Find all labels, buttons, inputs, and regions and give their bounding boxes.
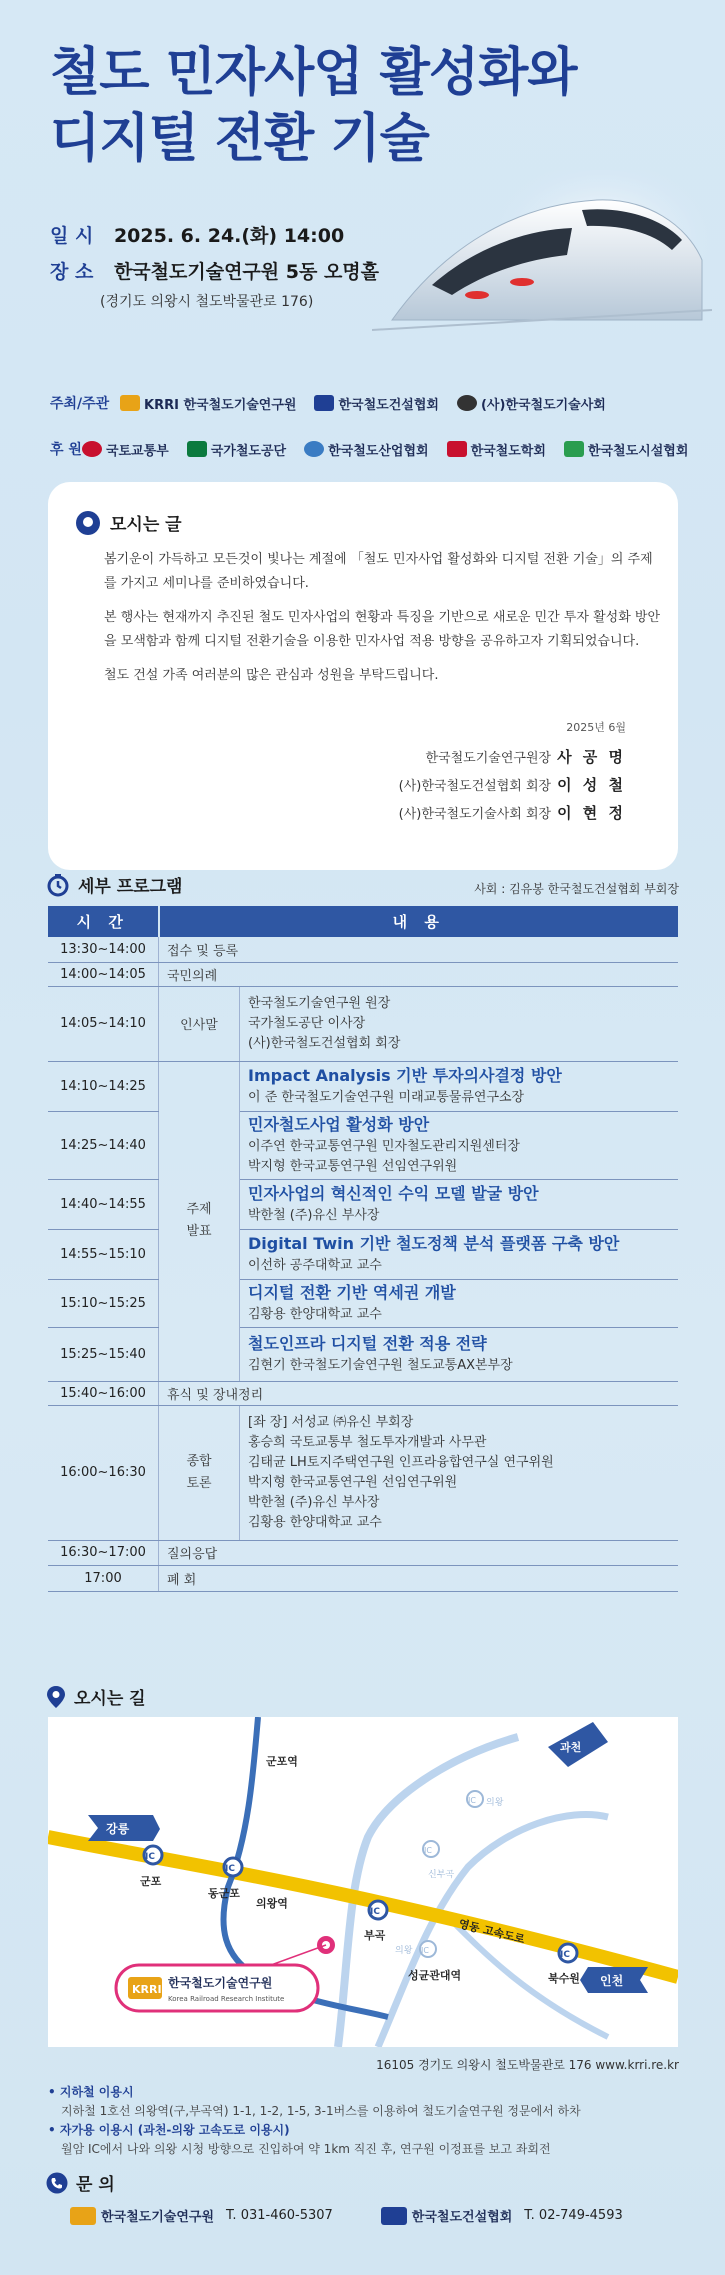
krri-logo-icon: [120, 395, 140, 411]
sponsor-logo: 한국철도산업협회: [304, 440, 428, 459]
host-logo: KRRI 한국철도기술연구원: [120, 394, 296, 413]
host-label: 주최/주관: [50, 396, 110, 412]
contact-org-krca: 한국철도건설협회: [381, 2206, 512, 2225]
krca-logo-icon: [381, 2207, 407, 2225]
col-time: 시 간: [48, 906, 159, 937]
contact-info: [70, 2206, 690, 2225]
table-row: 14:40~14:55 민자사업의 혁신적인 수익 모델 발굴 방안 박한철 (주)유신 부사장: [48, 1179, 678, 1229]
map-pin-icon: [46, 1685, 66, 1709]
krri-logo-icon: [70, 2207, 96, 2225]
svg-text:의왕: 의왕: [395, 1946, 413, 1956]
molit-logo-icon: [82, 441, 102, 457]
table-row: 16:30~17:00 질의응답: [48, 1540, 678, 1565]
organizers: [50, 380, 700, 472]
host-logo: (사)한국철도기술사회: [457, 394, 606, 413]
signature: (사)한국철도건설협회 회장 이 성 철: [398, 776, 626, 794]
car-heading: • 자가용 이용시 (과천-의왕 고속도로 이용시): [48, 2123, 290, 2137]
greeting-body: [104, 548, 664, 698]
krri-logo-icon: KRRI: [132, 1983, 162, 1996]
table-row: 13:30~14:00 접수 및 등록: [48, 937, 678, 962]
event-info: [50, 218, 379, 316]
ksr-logo-icon: [447, 441, 467, 457]
svg-text:부곡: 부곡: [364, 1929, 386, 1942]
venue-value: 한국철도기술연구원 5동 오명홀: [113, 261, 380, 283]
contact-phone-krca: T. 02-749-4593: [524, 2208, 623, 2223]
venue-row: [50, 254, 379, 290]
title-line-2: 디지털 전환 기술: [50, 109, 429, 169]
date-row: [50, 218, 379, 254]
svg-text:영동 고속도로: 영동 고속도로: [457, 1917, 527, 1947]
col-content: 내 용: [159, 906, 679, 937]
table-row: 15:10~15:25 디지털 전환 기반 역세권 개발 김황용 한양대학교 교수: [48, 1279, 678, 1327]
svg-text:군포역: 군포역: [266, 1755, 298, 1768]
sponsor-logo: 한국철도학회: [447, 440, 546, 459]
sponsor-logo: 한국철도시설협회: [564, 440, 688, 459]
table-row: 14:00~14:05 국민의례: [48, 962, 678, 986]
greeting-date: 2025년 6월: [566, 721, 626, 734]
phone-icon: [46, 2172, 68, 2194]
sponsor-logo: 국가철도공단: [187, 440, 286, 459]
emcee: 사회 : 김유봉 한국철도건설협회 부회장: [474, 882, 679, 896]
svg-text:IC: IC: [468, 1796, 476, 1805]
svg-text:한국철도기술연구원: 한국철도기술연구원: [168, 1976, 273, 1990]
krfa-logo-icon: [564, 441, 584, 457]
date-label: 일 시: [50, 225, 94, 247]
host-row: [50, 380, 700, 426]
map-address: 16105 경기도 의왕시 철도박물관로 176 www.krri.re.kr: [376, 2058, 679, 2072]
sponsor-label: 후 원: [50, 442, 82, 458]
krca-logo-icon: [314, 395, 334, 411]
table-row: 15:25~15:40 철도인프라 디지털 전환 적용 전략 김현기 한국철도기술연구원 철도교통AX본부장: [48, 1327, 678, 1381]
subway-heading: • 지하철 이용시: [48, 2085, 134, 2099]
sponsor-logo: 국토교통부: [82, 440, 169, 459]
signatures: [399, 744, 626, 828]
svg-text:군포: 군포: [140, 1875, 162, 1888]
directions-heading: 오시는 길: [46, 1684, 146, 1709]
contact-org-krri: 한국철도기술연구원: [70, 2206, 214, 2225]
event-title: [50, 40, 577, 172]
greeting-heading: 모시는 글: [76, 510, 182, 535]
svg-text:Korea Railroad Research Instit: Korea Railroad Research Institute: [168, 1995, 285, 2003]
date-value: 2025. 6. 24.(화) 14:00: [113, 225, 345, 247]
svg-text:IC: IC: [145, 1852, 155, 1862]
svg-text:의왕역: 의왕역: [256, 1897, 288, 1910]
map-label-gangneung: 강릉: [106, 1822, 130, 1836]
transit-info: [48, 2083, 688, 2159]
svg-text:IC: IC: [370, 1907, 380, 1917]
greeting-card: [48, 482, 678, 870]
svg-text:IC: IC: [421, 1946, 429, 1955]
subway-text: 지하철 1호선 의왕역(구,부곡역) 1-1, 1-2, 1-5, 3-1버스를 이용하여 철도기술연구원 정문에서 하차: [61, 2104, 581, 2118]
venue-label: 장 소: [50, 261, 94, 283]
kr-logo-icon: [187, 441, 207, 457]
map-label-incheon: 인천: [600, 1974, 624, 1988]
host-logo: 한국철도건설협회: [314, 394, 438, 413]
contact-phone-krri: T. 031-460-5307: [226, 2208, 333, 2223]
svg-text:IC: IC: [225, 1864, 235, 1874]
presentation-session-label: 주제 발표: [159, 1061, 240, 1381]
sponsor-row: [50, 426, 700, 472]
contact-heading: 문 의: [46, 2170, 115, 2195]
table-row: 16:00~16:30 종합 토론 [좌 장] 서성교 ㈜유신 부회장 홍승희 국토교통부 철도투자개발과 사무관 김태균 LH토지주택연구원 인프라융합연구실 연구위원 박지형 한국교통연구원 선임연구위원 박한철 (주)유신 부사장 김황용 한양대학교 교수: [48, 1405, 678, 1540]
svg-text:신부곡: 신부곡: [428, 1870, 455, 1880]
table-row: 15:40~16:00 휴식 및 장내정리: [48, 1381, 678, 1405]
train-illustration: [372, 170, 712, 340]
table-row: 17:00 폐 회: [48, 1565, 678, 1591]
greeting-paragraph: 봄기운이 가득하고 모든것이 빛나는 계절에 「철도 민자사업 활성화와 디지털 전환 기술」의 주제를 가지고 세미나를 준비하였습니다.: [104, 552, 653, 591]
table-row: 14:05~14:10 인사말 한국철도기술연구원 원장 국가철도공단 이사장 (사)한국철도건설협회 회장: [48, 986, 678, 1061]
car-text: 월암 IC에서 나와 의왕 시청 방향으로 진입하여 약 1km 직진 후, 연구원 이정표를 보고 좌회전: [61, 2142, 551, 2156]
program-heading: 세부 프로그램: [46, 872, 182, 897]
program-table: [48, 906, 678, 1592]
signature: (사)한국철도기술사회 회장 이 현 정: [398, 804, 626, 822]
venue-address: (경기도 의왕시 철도박물관로 176): [100, 294, 314, 310]
table-row: 14:10~14:25 주제 발표 Impact Analysis 기반 투자의사결정 방안 이 준 한국철도기술연구원 미래교통물류연구소장: [48, 1061, 678, 1111]
svg-text:의왕: 의왕: [486, 1798, 504, 1808]
title-line-1: 철도 민자사업 활성화와: [50, 43, 577, 103]
svg-text:성균관대역: 성균관대역: [408, 1969, 462, 1982]
people-icon: [76, 511, 100, 535]
greeting-paragraph: 철도 건설 가족 여러분의 많은 관심과 성원을 부탁드립니다.: [104, 668, 439, 683]
svg-text:IC: IC: [560, 1950, 570, 1960]
map-label-gwacheon: 과천: [560, 1741, 582, 1754]
table-row: 14:55~15:10 Digital Twin 기반 철도정책 분석 플랫폼 구축 방안 이선하 공주대학교 교수: [48, 1229, 678, 1279]
location-map: [48, 1717, 678, 2047]
signature: 한국철도기술연구원장 사 공 명: [425, 748, 626, 766]
table-header: [48, 906, 678, 937]
clock-icon: [46, 873, 70, 897]
society-logo-icon: [457, 395, 477, 411]
svg-text:북수원: 북수원: [548, 1972, 580, 1985]
greeting-paragraph: 본 행사는 현재까지 추진된 철도 민자사업의 현황과 특징을 기반으로 새로운 민간 투자 활성화 방안을 모색함과 함께 디지털 전환기술을 이용한 민자사업 적용 방향을 공유하고자 기획되었습니다.: [104, 610, 661, 649]
svg-text:IC: IC: [424, 1846, 432, 1855]
kria-logo-icon: [304, 441, 324, 457]
svg-text:동군포: 동군포: [208, 1887, 240, 1900]
table-row: 14:25~14:40 민자철도사업 활성화 방안 이주연 한국교통연구원 민자철도관리지원센터장 박지형 한국교통연구원 선임연구위원: [48, 1111, 678, 1179]
